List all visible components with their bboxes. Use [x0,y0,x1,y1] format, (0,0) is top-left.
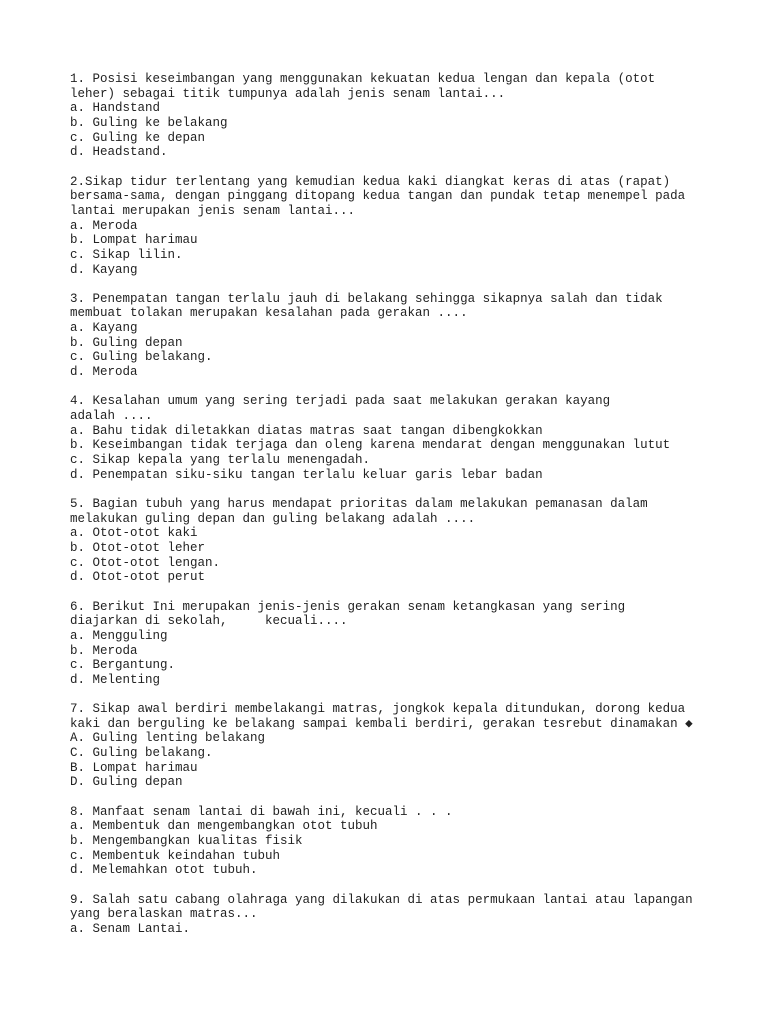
question-text: 8. Manfaat senam lantai di bawah ini, kecuali . . . [70,804,453,819]
answer-option: c. Otot-otot lengan. [70,555,221,570]
question-text: yang beralaskan matras... [70,907,258,922]
answer-option: d. Headstand. [70,145,168,160]
question-8 [70,805,730,878]
answer-option: b. Otot-otot leher [70,540,206,555]
question-text: 2.Sikap tidur terlentang yang kemudian kedua kaki diangkat keras di atas (rapat) [70,174,671,189]
answer-option: C. Guling belakang. [70,746,213,761]
question-1 [70,72,730,160]
question-2 [70,175,730,278]
answer-option: a. Kayang [70,321,138,336]
answer-option: D. Guling depan [70,775,183,790]
question-text: leher) sebagai titik tumpunya adalah jenis senam lantai... [70,86,506,101]
answer-option: b. Meroda [70,643,138,658]
answer-option: a. Bahu tidak diletakkan diatas matras saat tangan dibengkokkan [70,423,543,438]
answer-option: c. Bergantung. [70,658,176,673]
answer-option: c. Sikap kepala yang terlalu menengadah. [70,453,371,468]
answer-option: c. Guling ke depan [70,130,206,145]
question-text: kaki dan berguling ke belakang sampai kembali berdiri, gerakan tesrebut dinamakan ◆ [70,716,693,731]
question-text: 7. Sikap awal berdiri membelakangi matras, jongkok kepala ditundukan, dorong kedua [70,702,686,717]
answer-option: d. Penempatan siku-siku tangan terlalu keluar garis lebar badan [70,467,543,482]
question-text: 5. Bagian tubuh yang harus mendapat prioritas dalam melakukan pemanasan dalam [70,496,648,511]
question-text: 1. Posisi keseimbangan yang menggunakan kekuatan kedua lengan dan kepala (otot [70,72,656,86]
answer-option: a. Handstand [70,101,161,116]
question-text: lantai merupakan jenis senam lantai... [70,203,356,218]
answer-option: b. Lompat harimau [70,233,198,248]
question-text: membuat tolakan merupakan kesalahan pada gerakan .... [70,306,468,321]
question-3 [70,292,730,380]
question-4 [70,394,730,482]
question-text: 4. Kesalahan umum yang sering terjadi pada saat melakukan gerakan kayang [70,394,611,409]
answer-option: b. Guling ke belakang [70,115,228,130]
answer-option: c. Guling belakang. [70,350,213,365]
question-text: bersama-sama, dengan pinggang ditopang kedua tangan dan pundak tetap menempel pada [70,189,686,204]
answer-option: a. Meroda [70,218,138,233]
answer-option: d. Otot-otot perut [70,570,206,585]
answer-option: d. Melenting [70,672,161,687]
answer-option: A. Guling lenting belakang [70,731,266,746]
question-7 [70,702,730,790]
question-text: 9. Salah satu cabang olahraga yang dilakukan di atas permukaan lantai atau lapangan [70,892,693,907]
answer-option: a. Otot-otot kaki [70,526,198,541]
answer-option: b. Mengembangkan kualitas fisik [70,834,303,849]
question-text: 6. Berikut Ini merupakan jenis-jenis gerakan senam ketangkasan yang sering [70,599,626,614]
answer-option: b. Keseimbangan tidak terjaga dan oleng karena mendarat dengan menggunakan lutut [70,438,671,453]
question-text: adalah .... [70,409,153,424]
answer-option: c. Membentuk keindahan tubuh [70,848,281,863]
question-5 [70,497,730,585]
answer-option: c. Sikap lilin. [70,247,183,262]
question-text: 3. Penempatan tangan terlalu jauh di belakang sehingga sikapnya salah dan tidak [70,291,663,306]
answer-option: b. Guling depan [70,335,183,350]
question-text: diajarkan di sekolah, kecuali.... [70,614,348,629]
answer-option: a. Membentuk dan mengembangkan otot tubuh [70,819,378,834]
question-9 [70,893,730,937]
answer-option: a. Mengguling [70,628,168,643]
answer-option: d. Meroda [70,365,138,380]
quiz-document [70,72,730,951]
answer-option: d. Kayang [70,262,138,277]
answer-option: B. Lompat harimau [70,760,198,775]
answer-option: a. Senam Lantai. [70,921,191,936]
answer-option: d. Melemahkan otot tubuh. [70,863,258,878]
question-text: melakukan guling depan dan guling belakang adalah .... [70,511,476,526]
question-6 [70,600,730,688]
